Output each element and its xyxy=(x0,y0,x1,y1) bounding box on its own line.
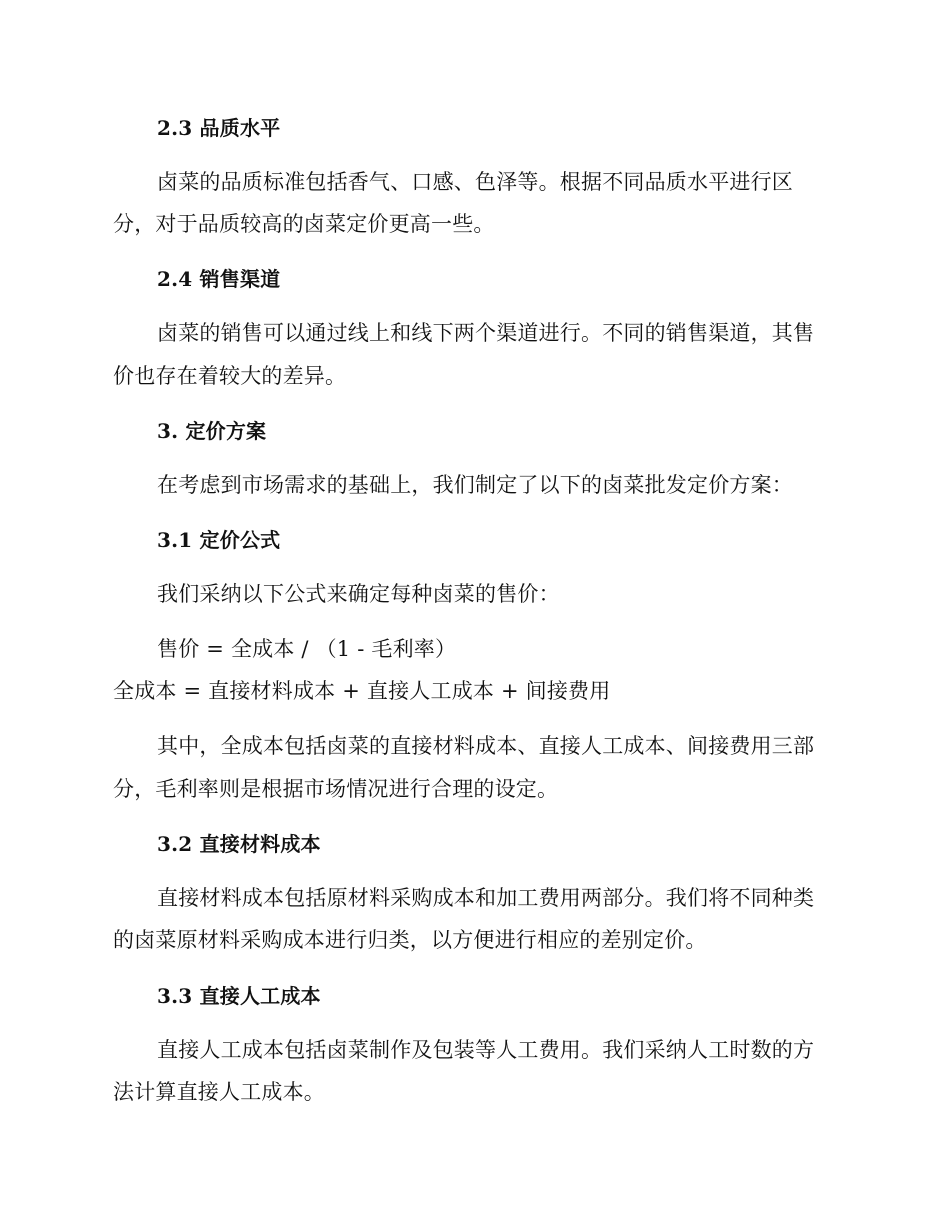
paragraph-3-2-line-2: 的卤菜原材料采购成本进行归类，以方便进行相应的差别定价。 xyxy=(113,928,707,952)
paragraph-3-line-1: 在考虑到市场需求的基础上，我们制定了以下的卤菜批发定价方案： xyxy=(157,473,793,497)
paragraph-3-3-line-2: 法计算直接人工成本。 xyxy=(113,1080,325,1104)
paragraph-2-4-line-1: 卤菜的销售可以通过线上和线下两个渠道进行。不同的销售渠道，其售 xyxy=(157,321,815,345)
section-heading-3-3: 3.3 直接人工成本 xyxy=(157,984,321,1008)
section-heading-2-4: 2.4 销售渠道 xyxy=(157,267,281,291)
paragraph-3-1-intro: 我们采纳以下公式来确定每种卤菜的售价： xyxy=(157,582,560,606)
section-heading-3-2: 3.2 直接材料成本 xyxy=(157,832,321,856)
paragraph-3-1-line-2: 分，毛利率则是根据市场情况进行合理的设定。 xyxy=(113,777,559,801)
paragraph-2-3-line-2: 分，对于品质较高的卤菜定价更高一些。 xyxy=(113,212,495,236)
section-heading-2-3: 2.3 品质水平 xyxy=(157,116,281,140)
section-heading-3: 3. 定价方案 xyxy=(157,419,267,443)
paragraph-3-2-line-1: 直接材料成本包括原材料采购成本和加工费用两部分。我们将不同种类 xyxy=(157,886,815,910)
paragraph-2-3-line-1: 卤菜的品质标准包括香气、口感、色泽等。根据不同品质水平进行区 xyxy=(157,170,793,194)
paragraph-2-4-line-2: 价也存在着较大的差异。 xyxy=(113,364,347,388)
formula-full-cost: 全成本 = 直接材料成本 + 直接人工成本 + 间接费用 xyxy=(113,679,611,703)
paragraph-3-1-line-1: 其中，全成本包括卤菜的直接材料成本、直接人工成本、间接费用三部 xyxy=(157,734,815,758)
formula-price: 售价 = 全成本 / （1 - 毛利率） xyxy=(157,637,457,661)
section-heading-3-1: 3.1 定价公式 xyxy=(157,528,281,552)
paragraph-3-3-line-1: 直接人工成本包括卤菜制作及包装等人工费用。我们采纳人工时数的方 xyxy=(157,1038,815,1062)
